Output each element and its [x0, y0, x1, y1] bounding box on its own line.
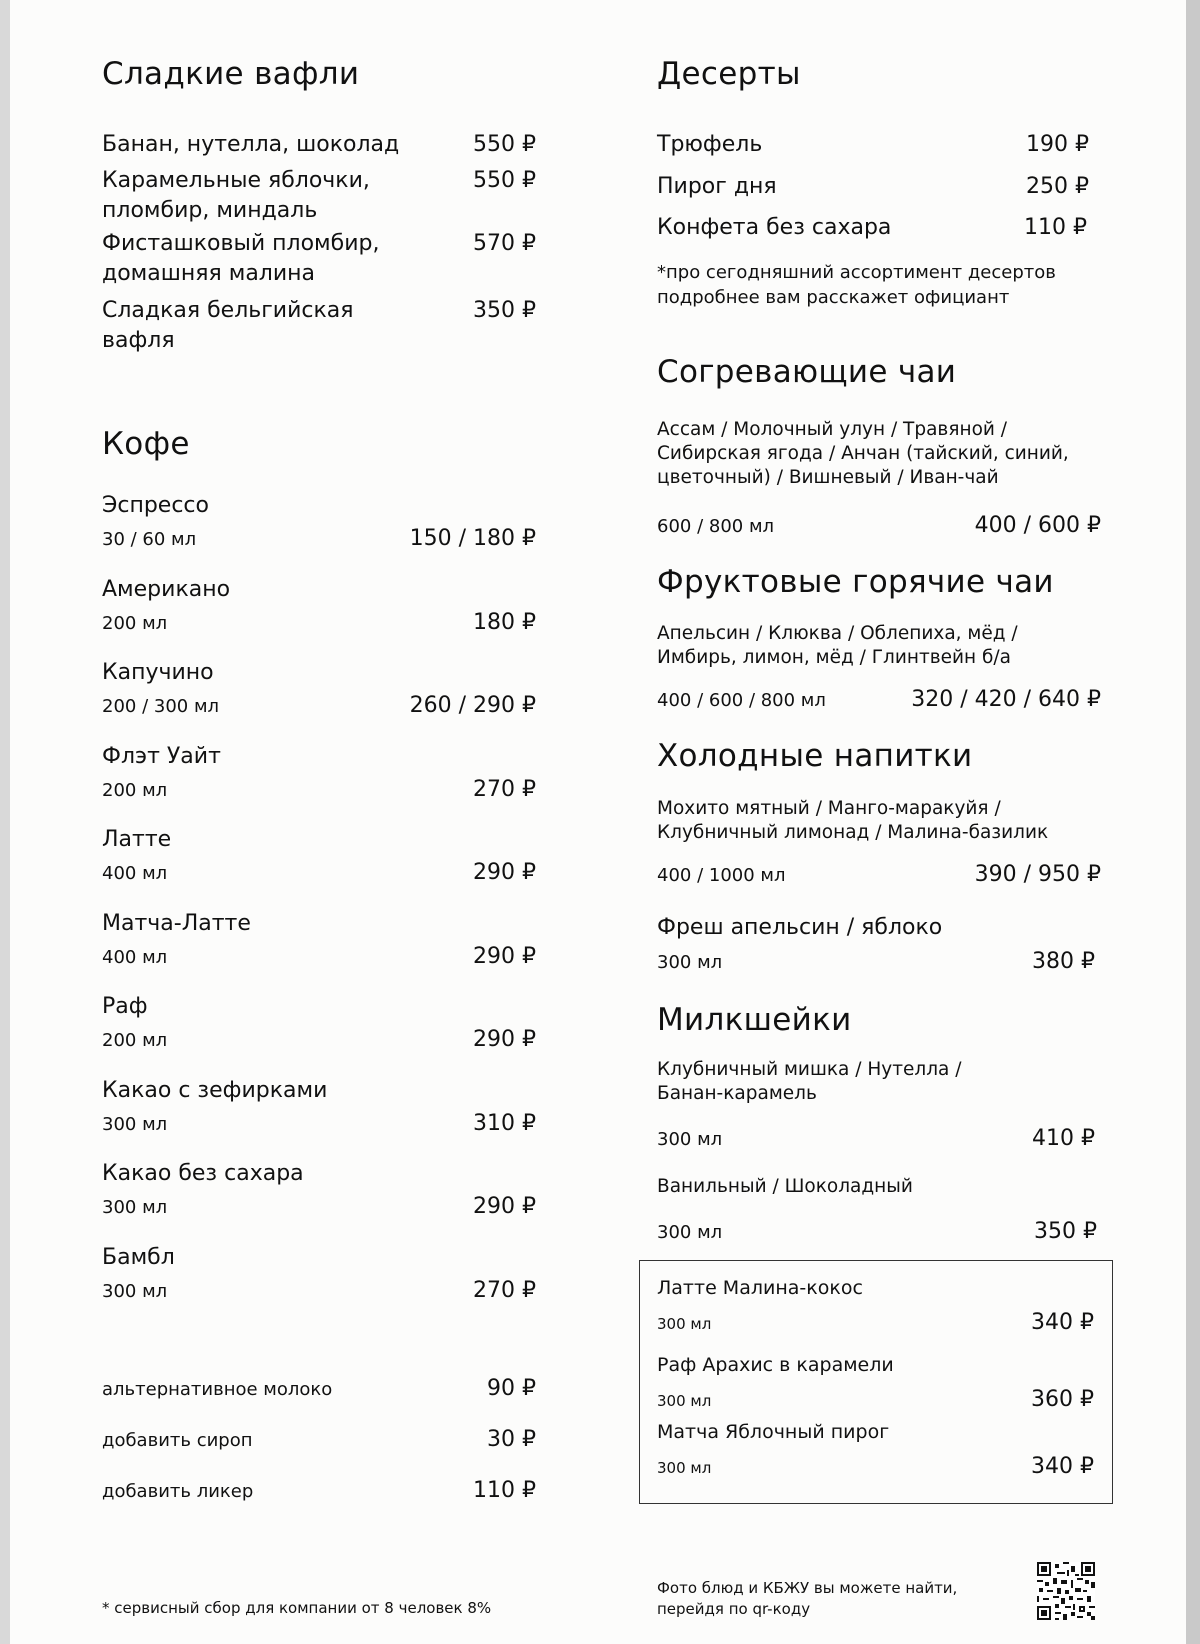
milkshakes-group2-price-row	[657, 1219, 1097, 1244]
fruit-teas-desc	[657, 622, 1057, 670]
item-price: 150 / 180 ₽	[409, 526, 536, 551]
special-item	[657, 1352, 1094, 1412]
waffle-item	[102, 296, 536, 356]
item-volume: 200 мл	[102, 1030, 168, 1051]
item-name: Какао с зефирками	[102, 1077, 328, 1103]
item-name: Карамельные яблочки, пломбир, миндаль	[102, 168, 370, 223]
price: 390 / 950 ₽	[974, 862, 1101, 887]
item-name: Бамбл	[102, 1244, 175, 1270]
dessert-item	[657, 213, 1087, 243]
special-price: 340 ₽	[1031, 1310, 1094, 1335]
special-volume: 300 мл	[657, 1392, 712, 1410]
page-edge-right	[1186, 0, 1200, 1644]
item-price: 250 ₽	[1026, 174, 1089, 199]
item-name: Капучино	[102, 660, 214, 685]
extra-price: 30 ₽	[487, 1427, 536, 1452]
milkshakes-group1-desc	[657, 1058, 987, 1106]
coffee-item	[102, 659, 536, 718]
section-title-waffles: Сладкие вафли	[102, 56, 360, 92]
volume: 400 / 1000 мл	[657, 865, 786, 886]
item-name: Американо	[102, 576, 231, 602]
special-price: 340 ₽	[1031, 1454, 1094, 1479]
special-item	[657, 1275, 1094, 1335]
milkshakes-group1-price-row	[657, 1126, 1095, 1151]
item-price: 190 ₽	[1026, 132, 1089, 157]
desserts-section	[657, 56, 1101, 93]
waffles-section	[102, 56, 536, 93]
item-name: Матча-Латте	[102, 910, 251, 936]
price: 400 / 600 ₽	[974, 513, 1101, 538]
warm-teas-section	[657, 354, 1101, 391]
item-price: 570 ₽	[473, 231, 536, 256]
coffee-item	[102, 1077, 536, 1136]
item-volume: 30 / 60 мл	[102, 529, 197, 550]
item-name: Банан, нутелла, шоколад	[102, 132, 400, 157]
coffee-item	[102, 492, 536, 551]
item-name: Сладкая бельгийская вафля	[102, 298, 354, 353]
cold-drinks-section	[657, 738, 1101, 775]
item-volume: 200 мл	[102, 612, 168, 634]
cold-drinks-price-row	[657, 862, 1101, 887]
service-note-text: * сервисный сбор для компании от 8 человек 8%	[102, 1599, 492, 1617]
item-name: Флэт Уайт	[102, 743, 221, 769]
item-name: Конфета без сахара	[657, 215, 892, 240]
special-name: Матча Яблочный пирог	[657, 1421, 890, 1443]
coffee-item	[102, 576, 536, 635]
milkshakes-group2-desc	[657, 1175, 1101, 1199]
coffee-item	[102, 826, 536, 885]
volume: 400 / 600 / 800 мл	[657, 690, 826, 711]
special-item	[657, 1419, 1094, 1479]
item-name: Латте	[102, 827, 172, 852]
item-name: Эспрессо	[102, 493, 209, 518]
extra-item	[102, 1376, 536, 1401]
qr-code-icon[interactable]	[1037, 1562, 1095, 1620]
waffle-item	[102, 166, 536, 226]
price: 410 ₽	[1032, 1126, 1095, 1151]
specials-box	[639, 1260, 1113, 1504]
extra-item	[102, 1478, 536, 1503]
coffee-item	[102, 743, 536, 802]
item-price: 110 ₽	[1024, 215, 1087, 240]
section-title-milkshakes: Милкшейки	[657, 1002, 852, 1038]
item-volume: 200 / 300 мл	[102, 696, 220, 717]
item-volume: 400 мл	[102, 863, 168, 884]
item-price: 290 ₽	[473, 943, 536, 969]
item-price: 180 ₽	[473, 609, 536, 635]
item-price: 270 ₽	[473, 776, 536, 802]
item-name: Фисташковый пломбир, домашняя малина	[102, 231, 380, 286]
warm-teas-desc	[657, 418, 1097, 490]
item-price: 270 ₽	[473, 1277, 536, 1303]
dessert-item	[657, 130, 1089, 160]
fruit-teas-price-row	[657, 687, 1101, 712]
item-price: 550 ₽	[473, 132, 536, 157]
volume: 300 мл	[657, 1222, 723, 1243]
coffee-section	[102, 426, 536, 463]
extra-name: добавить сироп	[102, 1430, 253, 1451]
item-volume: 300 мл	[102, 1197, 168, 1218]
service-note	[102, 1598, 602, 1619]
item-volume: 400 мл	[102, 946, 168, 968]
special-price: 360 ₽	[1031, 1387, 1094, 1412]
extra-name: добавить ликер	[102, 1481, 254, 1502]
item-price: 290 ₽	[473, 1194, 536, 1219]
coffee-item	[102, 910, 536, 969]
item-price: 290 ₽	[473, 860, 536, 885]
item-name: Трюфель	[657, 132, 763, 157]
fresh-name: Фреш апельсин / яблоко	[657, 915, 943, 940]
extra-item	[102, 1427, 536, 1452]
item-volume: 300 мл	[102, 1113, 168, 1135]
warm-teas-price-row	[657, 513, 1101, 538]
page-edge-left	[0, 0, 10, 1644]
coffee-item	[102, 993, 536, 1052]
milkshakes-group2-list: Ванильный / Шоколадный	[657, 1176, 913, 1197]
qr-note-text: Фото блюд и КБЖУ вы можете найти, перейдя по qr-коду	[657, 1579, 958, 1618]
section-title-cold-drinks: Холодные напитки	[657, 738, 973, 774]
extra-name: альтернативное молоко	[102, 1379, 333, 1400]
volume: 600 / 800 мл	[657, 516, 775, 537]
fruit-teas-list: Апельсин / Клюква / Облепиха, мёд / Имбирь, лимон, мёд / Глинтвейн б/а	[657, 623, 1018, 668]
price: 320 / 420 / 640 ₽	[911, 687, 1101, 712]
waffle-item	[102, 130, 536, 160]
section-title-coffee: Кофе	[102, 426, 190, 462]
fruit-teas-section	[657, 564, 1101, 601]
coffee-item	[102, 1160, 536, 1219]
special-name: Раф Арахис в карамели	[657, 1354, 894, 1376]
item-price: 350 ₽	[473, 298, 536, 323]
section-title-warm-teas: Согревающие чаи	[657, 354, 957, 390]
item-volume: 300 мл	[102, 1280, 168, 1302]
dessert-item	[657, 172, 1089, 202]
item-volume: 200 мл	[102, 779, 168, 801]
item-price: 290 ₽	[473, 1027, 536, 1052]
section-title-fruit-teas: Фруктовые горячие чаи	[657, 564, 1054, 600]
cold-drinks-list: Мохито мятный / Манго-маракуйя / Клубничный лимонад / Малина-базилик	[657, 798, 1049, 843]
volume: 300 мл	[657, 1129, 723, 1150]
extra-price: 90 ₽	[487, 1376, 536, 1401]
waffle-item	[102, 229, 536, 289]
price: 380 ₽	[1032, 949, 1095, 974]
item-name: Пирог дня	[657, 174, 777, 199]
item-price: 310 ₽	[473, 1110, 536, 1136]
coffee-item	[102, 1244, 536, 1303]
cold-drinks-desc	[657, 797, 1087, 845]
item-name: Раф	[102, 994, 148, 1019]
item-name: Какао без сахара	[102, 1161, 304, 1186]
special-name: Латте Малина-кокос	[657, 1277, 863, 1299]
milkshakes-group1-list: Клубничный мишка / Нутелла / Банан-карамель	[657, 1059, 962, 1104]
qr-note	[657, 1578, 987, 1620]
extra-price: 110 ₽	[473, 1478, 536, 1503]
section-title-desserts: Десерты	[657, 56, 801, 92]
item-price: 550 ₽	[473, 168, 536, 193]
item-price: 260 / 290 ₽	[409, 693, 536, 718]
special-volume: 300 мл	[657, 1459, 712, 1477]
desserts-note	[657, 260, 1097, 310]
volume: 300 мл	[657, 952, 723, 973]
price: 350 ₽	[1034, 1219, 1097, 1244]
desserts-note-text: *про сегодняшний ассортимент десертов подробнее вам расскажет официант	[657, 262, 1056, 308]
warm-teas-list: Ассам / Молочный улун / Травяной / Сибирская ягода / Анчан (тайский, синий, цветочный) / Вишневый / Иван-чай	[657, 419, 1069, 488]
fresh-item	[657, 914, 1101, 942]
special-volume: 300 мл	[657, 1315, 712, 1333]
fresh-price-row	[657, 949, 1095, 974]
milkshakes-section	[657, 1002, 1101, 1039]
